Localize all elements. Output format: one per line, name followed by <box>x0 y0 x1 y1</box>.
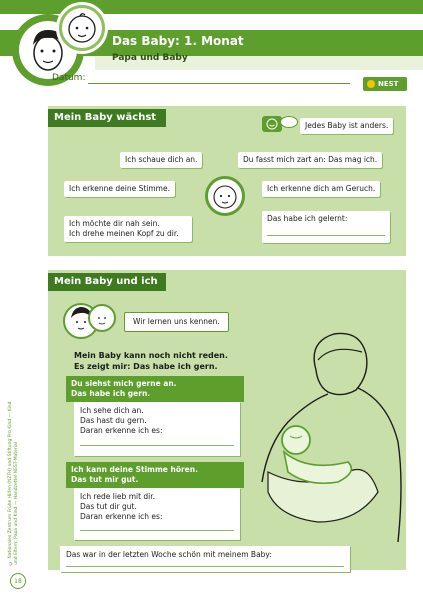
milestone-gentle-touch: Du fasst mich zart an: Das mag ich. <box>238 152 382 168</box>
lead-line1: Mein Baby kann noch nicht reden. <box>74 351 228 360</box>
smiley-icon <box>262 116 282 132</box>
baby-avatar <box>56 2 108 54</box>
voice-green-box <box>66 462 244 488</box>
lead-text <box>74 350 228 372</box>
see-me-line2: Das habe ich gern. <box>71 389 151 398</box>
milestone-close-line1: Ich möchte dir nah sein. <box>69 219 160 228</box>
see-me-answer-line3: Daran erkenne ich es: <box>80 426 163 435</box>
speech-bubble-icon <box>280 116 298 128</box>
nest-logo-text: NEST <box>378 80 399 88</box>
see-me-line1: Du siehst mich gerne an. <box>71 379 177 388</box>
copyright-side-text: © Nationales Zentrum Frühe Hilfen (NZFH) und Stiftung Pro Kind — Kind und Eltern: Papa und Kind — Handzettel NEST-Material <box>8 401 19 565</box>
voice-answer-line1: Ich rede lieb mit dir. <box>80 492 156 501</box>
nest-logo <box>363 77 407 91</box>
voice-line1: Ich kann deine Stimme hören. <box>71 465 198 474</box>
sun-icon <box>367 80 375 88</box>
father-holding-baby-illustration <box>238 322 406 570</box>
section1-heading: Mein Baby wächst <box>48 109 166 127</box>
milestone-recognize-smell: Ich erkenne dich am Geruch. <box>262 181 380 197</box>
see-me-write-line[interactable] <box>80 445 234 446</box>
center-baby-icon <box>205 176 245 216</box>
see-me-answer-line1: Ich sehe dich an. <box>80 406 144 415</box>
voice-line2: Das tut mir gut. <box>71 475 139 484</box>
date-label: Datum: <box>52 73 86 83</box>
milestone-recognize-voice: Ich erkenne deine Stimme. <box>64 181 175 197</box>
baby-face-icon <box>62 8 102 48</box>
page-number: 18 <box>10 573 26 589</box>
learned-label: Das habe ich gelernt: <box>267 214 348 223</box>
last-week-label: Das war in der letzten Woche schön mit meinem Baby: <box>66 550 272 559</box>
last-week-write-line[interactable] <box>66 566 344 567</box>
section2-heading: Mein Baby und ich <box>48 273 166 291</box>
page-subtitle: Papa und Baby <box>112 53 188 63</box>
voice-write-line[interactable] <box>80 530 234 531</box>
voice-answer-line2: Das tut dir gut. <box>80 502 137 511</box>
learned-box[interactable] <box>262 211 390 243</box>
last-week-box[interactable] <box>60 546 350 572</box>
see-me-answer-box[interactable] <box>74 402 240 456</box>
milestone-look-at-you: Ich schaue dich an. <box>120 152 202 168</box>
milestone-close-to-you <box>64 216 192 242</box>
see-me-green-box <box>66 376 244 402</box>
voice-answer-box[interactable] <box>74 488 240 540</box>
see-me-answer-line2: Das hast du gern. <box>80 416 147 425</box>
date-write-line[interactable] <box>88 83 350 84</box>
badge-every-baby-different: Jedes Baby ist anders. <box>300 118 393 134</box>
learned-write-line[interactable] <box>267 235 385 236</box>
page-title: Das Baby: 1. Monat <box>112 34 244 48</box>
intro-bubble: Wir lernen uns kennen. <box>124 312 229 332</box>
milestone-close-line2: Ich drehe meinen Kopf zu dir. <box>69 229 179 238</box>
voice-answer-line3: Daran erkenne ich es: <box>80 512 163 521</box>
father-baby-icon-pair <box>62 300 118 342</box>
lead-line2: Es zeigt mir: Das habe ich gern. <box>74 362 218 371</box>
